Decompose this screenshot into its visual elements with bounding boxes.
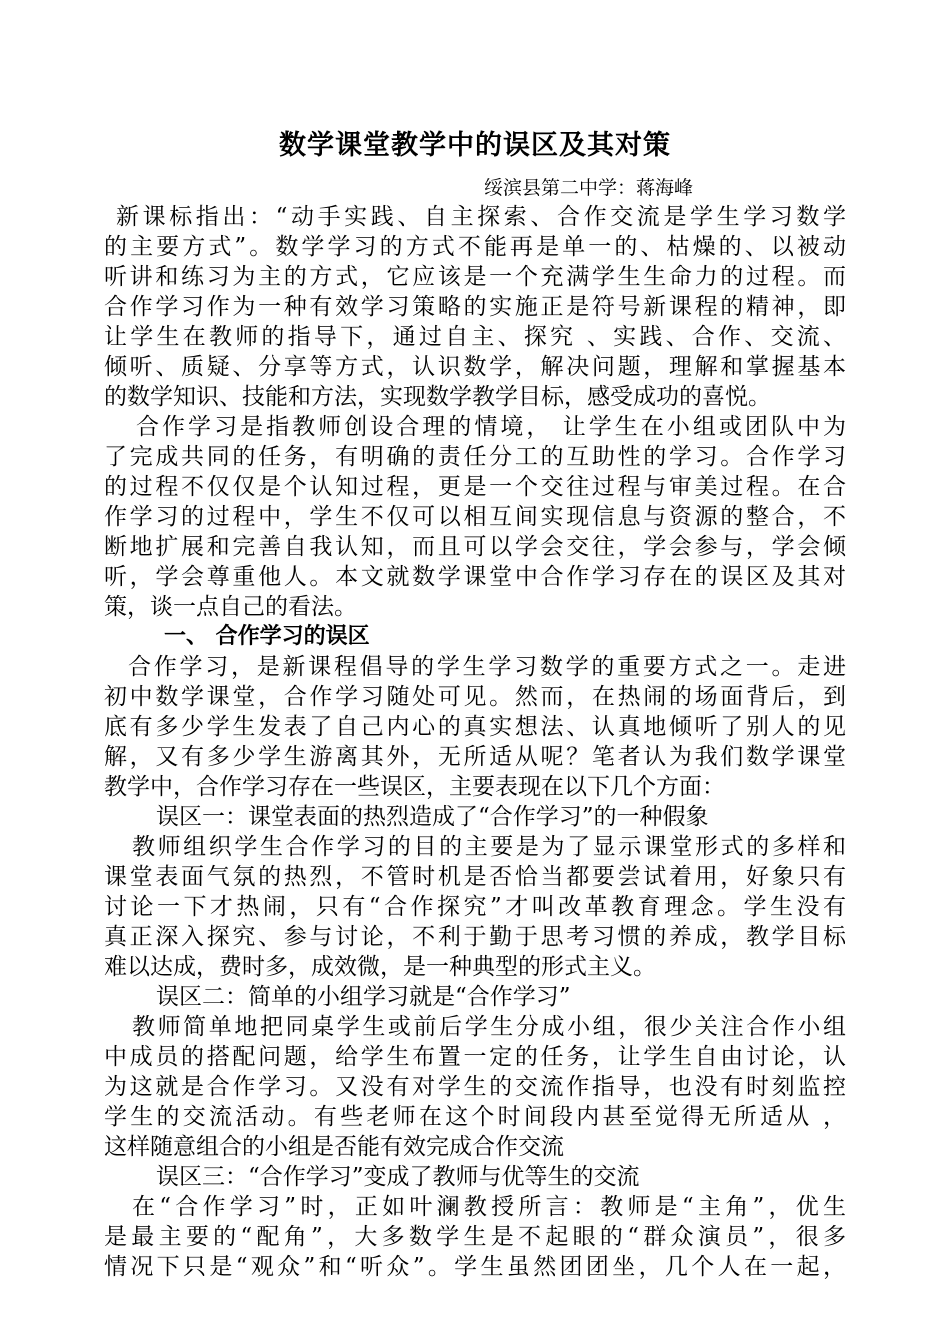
- body-line: 策，谈一点自己的看法。: [104, 594, 357, 620]
- body-line: 解，又有多少学生游离其外，无所适从呢？笔者认为我们数学课堂: [104, 744, 846, 770]
- body-line: 了完成共同的任务，有明确的责任分工的互助性的学习。合作学习: [104, 444, 846, 470]
- body-line: 合作学习，是新课程倡导的学生学习数学的重要方式之一。走进: [128, 654, 846, 680]
- body-line: 听讲和练习为主的方式，它应该是一个充满学生生命力的过程。而: [104, 264, 846, 290]
- section-heading: 一、 合作学习的误区: [164, 624, 370, 649]
- body-line: 断地扩展和完善自我认知，而且可以学会交往，学会参与，学会倾: [104, 534, 846, 560]
- body-line: 误区三：“合作学习”变成了教师与优等生的交流: [156, 1164, 640, 1190]
- body-line: 这样随意组合的小组是否能有效完成合作交流: [104, 1134, 564, 1160]
- body-line: 是最主要的“配角”，大多数学生是不起眼的“群众演员”，很多: [104, 1224, 846, 1250]
- body-line: 的主要方式”。数学学习的方式不能再是单一的、枯燥的、以被动: [104, 234, 846, 260]
- body-line: 教师简单地把同桌学生或前后学生分成小组，很少关注合作小组: [132, 1014, 846, 1040]
- body-line: 真正深入探究、参与讨论，不利于勤于思考习惯的养成，教学目标: [104, 924, 846, 950]
- body-line: 的过程不仅仅是个认知过程，更是一个交往过程与审美过程。在合: [104, 474, 846, 500]
- body-line: 课堂表面气氛的热烈，不管时机是否恰当都要尝试着用，好象只有: [104, 864, 846, 890]
- body-line: 底有多少学生发表了自己内心的真实想法、认真地倾听了别人的见: [104, 714, 846, 740]
- body-line: 在“合作学习”时，正如叶澜教授所言：教师是“主角”，优生: [132, 1194, 846, 1220]
- body-line: 教学中，合作学习存在一些误区，主要表现在以下几个方面：: [104, 774, 725, 800]
- body-line: 的数学知识、技能和方法，实现数学教学目标，感受成功的喜悦。: [104, 384, 771, 410]
- document-title: 数学课堂教学中的误区及其对策: [279, 130, 671, 161]
- body-line: 教师组织学生合作学习的目的主要是为了显示课堂形式的多样和: [132, 834, 846, 860]
- body-line: 讨论一下才热闹，只有“合作探究”才叫改革教育理念。学生没有: [104, 894, 846, 920]
- body-line: 情况下只是“观众”和“听众”。学生虽然团团坐，几个人在一起，: [104, 1254, 846, 1280]
- body-line: 为这就是合作学习。又没有对学生的交流作指导，也没有时刻监控: [104, 1074, 846, 1100]
- document-body: [104, 202, 846, 1282]
- body-line: 合作学习是指教师创设合理的情境， 让学生在小组或团队中为: [136, 414, 846, 440]
- body-line: 误区一：课堂表面的热烈造成了“合作学习”的一种假象: [156, 804, 709, 830]
- body-line: 听，学会尊重他人。本文就数学课堂中合作学习存在的误区及其对: [104, 564, 846, 590]
- body-line: 初中数学课堂，合作学习随处可见。然而，在热闹的场面背后，到: [104, 684, 846, 710]
- body-line: 难以达成，费时多，成效微，是一种典型的形式主义。: [104, 954, 656, 980]
- body-line: 中成员的搭配问题，给学生布置一定的任务，让学生自由讨论，认: [104, 1044, 846, 1070]
- body-line: 让学生在教师的指导下，通过自主、探究 、实践、合作、交流、: [104, 324, 846, 350]
- body-line: 误区二：简单的小组学习就是“合作学习”: [156, 984, 571, 1010]
- body-line: 倾听、质疑、分享等方式，认识数学，解决问题，理解和掌握基本: [104, 354, 846, 380]
- body-line: 合作学习作为一种有效学习策略的实施正是符号新课程的精神，即: [104, 294, 846, 320]
- body-line: 新课标指出：“动手实践、自主探索、合作交流是学生学习数学: [116, 204, 846, 230]
- author-line: 绥滨县第二中学：蒋海峰: [484, 177, 694, 199]
- body-line: 作学习的过程中，学生不仅可以相互间实现信息与资源的整合，不: [104, 504, 846, 530]
- body-line: 学生的交流活动。有些老师在这个时间段内甚至觉得无所适从 ，: [104, 1104, 846, 1130]
